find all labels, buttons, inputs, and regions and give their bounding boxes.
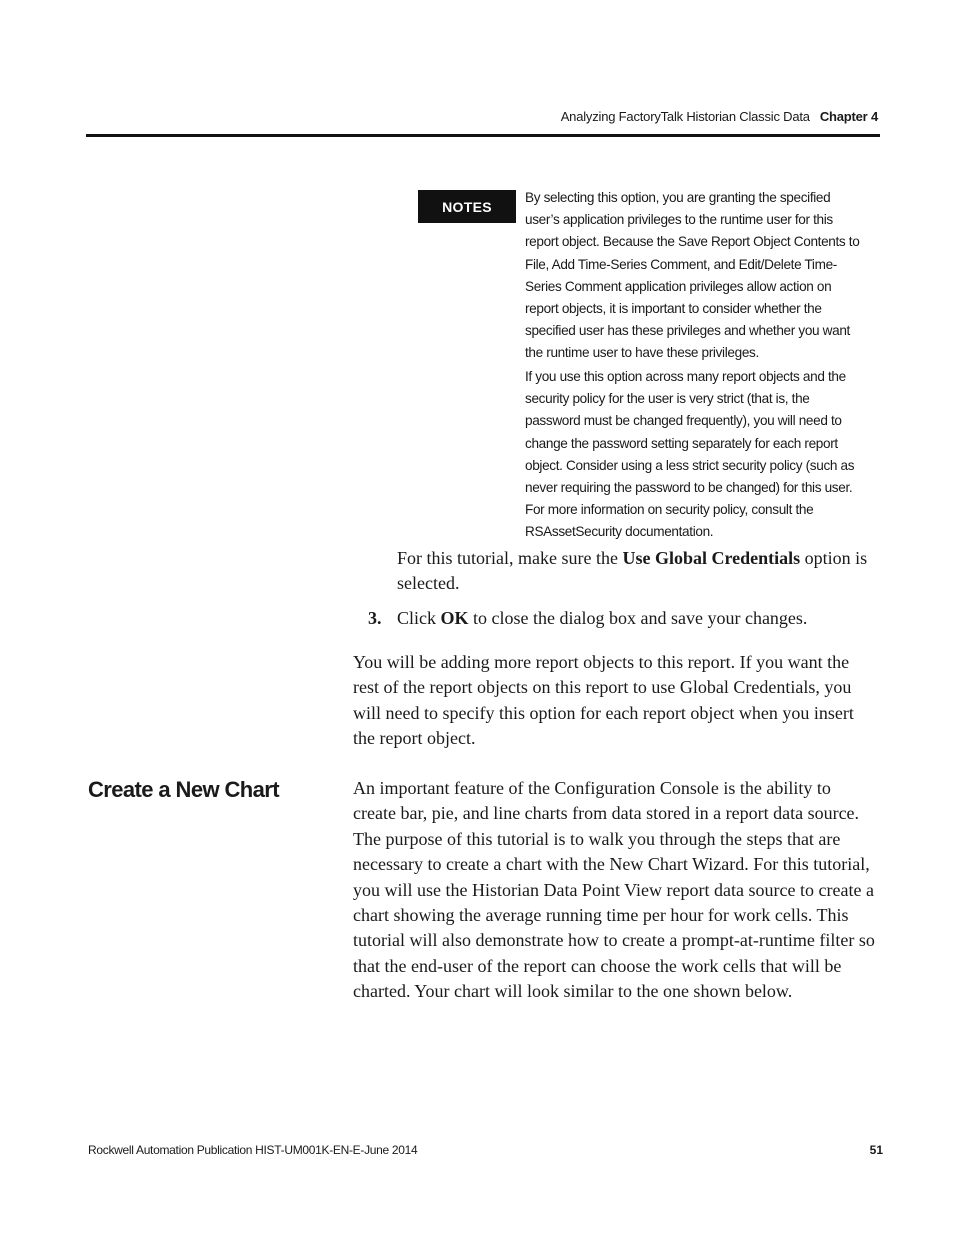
section-heading: Create a New Chart	[88, 777, 279, 802]
notes-label: NOTES	[418, 190, 516, 223]
section-body: An important feature of the Configuration Console is the ability to create bar, pie, and line charts from data stored in a report data source. The purpose of this tutorial is to walk you through the steps that are necessary to create a chart with the New Chart Wizard. For this tutorial, you will use the Historian Data Point View report data source to create a chart showing the average running time per hour for work cells. This tutorial will also demonstrate how to create a prompt-at-runtime filter so that the end-user of the report can choose the work cells that will be charted. Your chart will look similar to the one shown below.	[353, 778, 875, 1002]
header-title: Analyzing FactoryTalk Historian Classic Data	[560, 109, 810, 124]
step-text-after: to close the dialog box and save your changes.	[468, 608, 808, 628]
use-global-credentials-option: Use Global Credentials	[622, 548, 801, 568]
tutorial-text-before: For this tutorial, make sure the	[397, 548, 623, 568]
ok-button-reference: OK	[440, 608, 469, 628]
step-number: 3.	[368, 608, 382, 628]
header-divider	[86, 134, 880, 137]
report-objects-paragraph: You will be adding more report objects to this report. If you want the rest of the report objects on this report to use Global Credentials, you will need to specify this option for each report object when you insert the report object.	[353, 652, 854, 749]
step-3	[368, 606, 868, 631]
tutorial-text-after: option is selected.	[397, 548, 868, 594]
page-number: 51	[869, 1143, 883, 1157]
header-chapter: Chapter 4	[819, 109, 878, 124]
footer-publication: Rockwell Automation Publication HIST-UM001K-EN-E-June 2014	[88, 1143, 418, 1157]
tutorial-instruction	[397, 546, 877, 597]
step-text-before: Click	[397, 608, 441, 628]
running-header	[561, 109, 878, 124]
notes-paragraph-1: By selecting this option, you are granting the specified user’s application privileges to the runtime user for this report object. Because the Save Report Object Contents to File, Add Time-Series Comment, and Edit/Delete Time-Series Comment application privileges allow action on report objects, it is important to consider whether the specified user has these privileges and whether you want the runtime user to have these privileges.	[525, 190, 860, 361]
notes-paragraph-2: If you use this option across many report objects and the security policy for the user is very strict (that is, the password must be changed frequently), you will need to change the password setting separately for each report object. Consider using a less strict security policy (such as never requiring the password to be changed) for this user. For more information on security policy, consult the RSAssetSecurity documentation.	[525, 369, 855, 540]
